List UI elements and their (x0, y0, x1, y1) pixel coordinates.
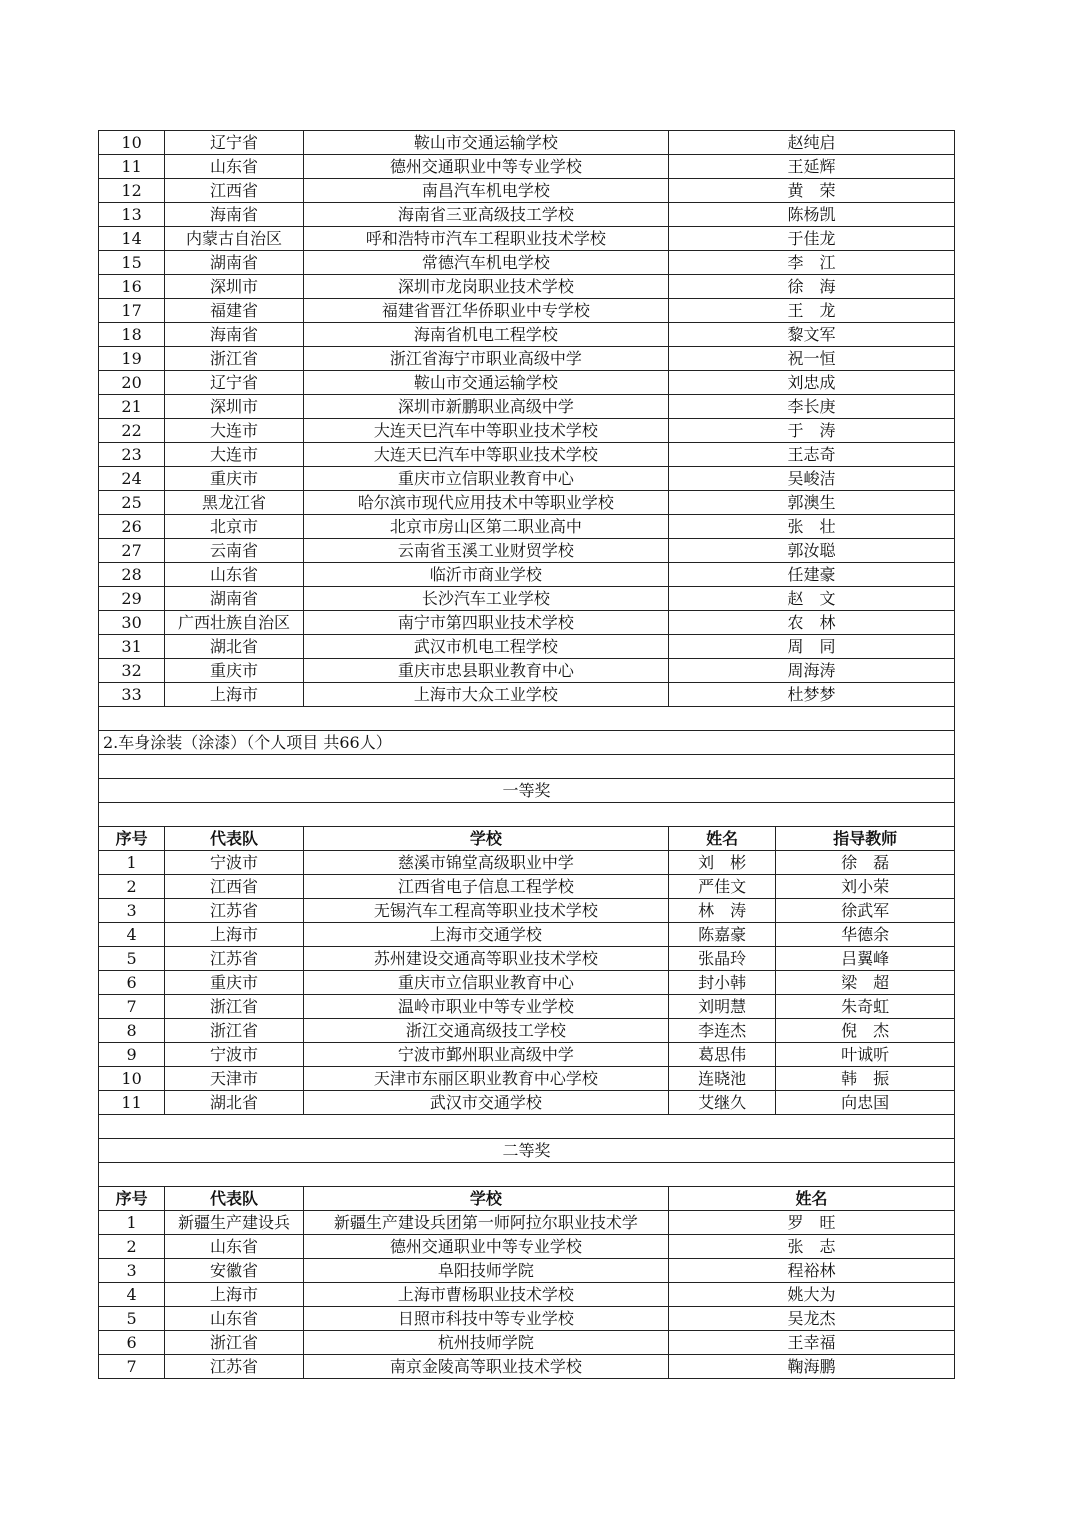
school-cell: 重庆市立信职业教育中心 (303, 467, 668, 491)
team-cell: 湖北省 (165, 635, 303, 659)
rank-cell: 29 (99, 587, 165, 611)
team-cell: 山东省 (165, 563, 303, 587)
school-cell: 南京金陵高等职业技术学校 (303, 1355, 668, 1379)
table-row (99, 251, 955, 275)
student-cell: 于佳龙 (668, 227, 954, 251)
table-row (99, 227, 955, 251)
rank-cell: 4 (99, 1283, 165, 1307)
table-row (99, 899, 955, 923)
team-cell: 辽宁省 (165, 371, 303, 395)
team-cell: 广西壮族自治区 (165, 611, 303, 635)
student-cell: 严佳文 (668, 875, 775, 899)
table-row (99, 299, 955, 323)
team-cell: 江西省 (165, 179, 303, 203)
teacher-cell: 向忠国 (776, 1091, 955, 1115)
team-cell: 福建省 (165, 299, 303, 323)
table-row (99, 1283, 955, 1307)
header-student-cell: 姓名 (668, 827, 775, 851)
rank-cell: 2 (99, 875, 165, 899)
rank-cell: 14 (99, 227, 165, 251)
rank-cell: 17 (99, 299, 165, 323)
school-cell: 南宁市第四职业技术学校 (303, 611, 668, 635)
school-cell: 无锡汽车工程高等职业技术学校 (303, 899, 668, 923)
school-cell: 云南省玉溪工业财贸学校 (303, 539, 668, 563)
teacher-cell: 刘小荣 (776, 875, 955, 899)
table-row (99, 419, 955, 443)
table-row (99, 155, 955, 179)
school-cell: 武汉市机电工程学校 (303, 635, 668, 659)
header-teacher-cell: 指导教师 (776, 827, 955, 851)
team-cell: 湖南省 (165, 251, 303, 275)
student-cell: 赵纯启 (668, 131, 954, 155)
school-cell: 慈溪市锦堂高级职业中学 (303, 851, 668, 875)
school-cell: 阜阳技师学院 (303, 1259, 668, 1283)
student-cell: 于 涛 (668, 419, 954, 443)
school-cell: 福建省晋江华侨职业中专学校 (303, 299, 668, 323)
student-cell: 姚大为 (668, 1283, 954, 1307)
student-cell: 刘忠成 (668, 371, 954, 395)
rank-cell: 11 (99, 155, 165, 179)
school-cell: 南昌汽车机电学校 (303, 179, 668, 203)
header-student-cell: 姓名 (668, 1187, 954, 1211)
school-cell: 北京市房山区第二职业高中 (303, 515, 668, 539)
school-cell: 温岭市职业中等专业学校 (303, 995, 668, 1019)
school-cell: 上海市交通学校 (303, 923, 668, 947)
student-cell: 吴龙杰 (668, 1307, 954, 1331)
school-cell: 天津市东丽区职业教育中心学校 (303, 1067, 668, 1091)
team-cell: 山东省 (165, 1307, 303, 1331)
table-row (99, 323, 955, 347)
blank-row (99, 803, 955, 827)
blank-row (99, 707, 955, 731)
first-prize-label: 一等奖 (99, 779, 955, 803)
student-cell: 张 壮 (668, 515, 954, 539)
student-cell: 任建豪 (668, 563, 954, 587)
student-cell: 艾继久 (668, 1091, 775, 1115)
blank-row (99, 1163, 955, 1187)
header-school-cell: 学校 (303, 1187, 668, 1211)
rank-cell: 4 (99, 923, 165, 947)
results-table-body (99, 131, 955, 1379)
student-cell: 杜梦梦 (668, 683, 954, 707)
rank-cell: 3 (99, 899, 165, 923)
header-row (99, 827, 955, 851)
school-cell: 深圳市新鹏职业高级中学 (303, 395, 668, 419)
blank-cell (99, 707, 955, 731)
rank-cell: 26 (99, 515, 165, 539)
student-cell: 吴峻洁 (668, 467, 954, 491)
table-row (99, 1307, 955, 1331)
school-cell: 呼和浩特市汽车工程职业技术学校 (303, 227, 668, 251)
table-row (99, 995, 955, 1019)
rank-cell: 25 (99, 491, 165, 515)
rank-cell: 33 (99, 683, 165, 707)
table-row (99, 683, 955, 707)
team-cell: 浙江省 (165, 347, 303, 371)
team-cell: 宁波市 (165, 851, 303, 875)
team-cell: 浙江省 (165, 1019, 303, 1043)
team-cell: 大连市 (165, 443, 303, 467)
table-row (99, 947, 955, 971)
table-row (99, 1331, 955, 1355)
teacher-cell: 梁 超 (776, 971, 955, 995)
student-cell: 程裕林 (668, 1259, 954, 1283)
school-cell: 新疆生产建设兵团第一师阿拉尔职业技术学 (303, 1211, 668, 1235)
school-cell: 德州交通职业中等专业学校 (303, 155, 668, 179)
rank-cell: 28 (99, 563, 165, 587)
student-cell: 鞠海鹏 (668, 1355, 954, 1379)
rank-cell: 18 (99, 323, 165, 347)
student-cell: 刘明慧 (668, 995, 775, 1019)
team-cell: 上海市 (165, 1283, 303, 1307)
table-row (99, 1211, 955, 1235)
blank-cell (99, 1163, 955, 1187)
team-cell: 深圳市 (165, 395, 303, 419)
table-row (99, 635, 955, 659)
rank-cell: 7 (99, 995, 165, 1019)
section-title: 2.车身涂装（涂漆）（个人项目 共66人） (99, 731, 955, 755)
team-cell: 黑龙江省 (165, 491, 303, 515)
table-row (99, 971, 955, 995)
blank-cell (99, 803, 955, 827)
student-cell: 王幸福 (668, 1331, 954, 1355)
table-row (99, 1259, 955, 1283)
student-cell: 周 同 (668, 635, 954, 659)
school-cell: 上海市曹杨职业技术学校 (303, 1283, 668, 1307)
team-cell: 安徽省 (165, 1259, 303, 1283)
rank-cell: 2 (99, 1235, 165, 1259)
header-school-cell: 学校 (303, 827, 668, 851)
school-cell: 重庆市立信职业教育中心 (303, 971, 668, 995)
team-cell: 内蒙古自治区 (165, 227, 303, 251)
team-cell: 云南省 (165, 539, 303, 563)
teacher-cell: 朱奇虹 (776, 995, 955, 1019)
second-prize-label: 二等奖 (99, 1139, 955, 1163)
rank-cell: 32 (99, 659, 165, 683)
team-cell: 海南省 (165, 323, 303, 347)
header-rank-cell: 序号 (99, 827, 165, 851)
student-cell: 刘 彬 (668, 851, 775, 875)
student-cell: 赵 文 (668, 587, 954, 611)
table-row (99, 347, 955, 371)
table-row (99, 515, 955, 539)
team-cell: 山东省 (165, 155, 303, 179)
blank-row (99, 755, 955, 779)
student-cell: 王 龙 (668, 299, 954, 323)
rank-cell: 1 (99, 1211, 165, 1235)
table-row (99, 587, 955, 611)
blank-row (99, 1115, 955, 1139)
rank-cell: 23 (99, 443, 165, 467)
table-row (99, 491, 955, 515)
rank-cell: 24 (99, 467, 165, 491)
header-rank-cell: 序号 (99, 1187, 165, 1211)
rank-cell: 10 (99, 1067, 165, 1091)
table-row (99, 131, 955, 155)
school-cell: 杭州技师学院 (303, 1331, 668, 1355)
student-cell: 罗 旺 (668, 1211, 954, 1235)
student-cell: 封小韩 (668, 971, 775, 995)
team-cell: 江西省 (165, 875, 303, 899)
header-row (99, 1187, 955, 1211)
school-cell: 海南省机电工程学校 (303, 323, 668, 347)
table-row (99, 1355, 955, 1379)
table-row (99, 1019, 955, 1043)
section-title-row (99, 731, 955, 755)
student-cell: 李长庚 (668, 395, 954, 419)
student-cell: 王志奇 (668, 443, 954, 467)
table-row (99, 443, 955, 467)
student-cell: 陈嘉豪 (668, 923, 775, 947)
header-team-cell: 代表队 (165, 827, 303, 851)
team-cell: 重庆市 (165, 467, 303, 491)
student-cell: 郭汝聪 (668, 539, 954, 563)
team-cell: 江苏省 (165, 947, 303, 971)
student-cell: 周海涛 (668, 659, 954, 683)
school-cell: 临沂市商业学校 (303, 563, 668, 587)
rank-cell: 11 (99, 1091, 165, 1115)
rank-cell: 12 (99, 179, 165, 203)
school-cell: 浙江省海宁市职业高级中学 (303, 347, 668, 371)
student-cell: 连晓池 (668, 1067, 775, 1091)
teacher-cell: 叶诚听 (776, 1043, 955, 1067)
rank-cell: 3 (99, 1259, 165, 1283)
team-cell: 宁波市 (165, 1043, 303, 1067)
student-cell: 陈杨凯 (668, 203, 954, 227)
team-cell: 深圳市 (165, 275, 303, 299)
rank-cell: 16 (99, 275, 165, 299)
school-cell: 武汉市交通学校 (303, 1091, 668, 1115)
rank-cell: 5 (99, 947, 165, 971)
rank-cell: 27 (99, 539, 165, 563)
teacher-cell: 徐武军 (776, 899, 955, 923)
teacher-cell: 华德余 (776, 923, 955, 947)
table-row (99, 371, 955, 395)
student-cell: 祝一恒 (668, 347, 954, 371)
results-sheet (98, 130, 955, 1379)
team-cell: 上海市 (165, 923, 303, 947)
table-row (99, 275, 955, 299)
rank-cell: 20 (99, 371, 165, 395)
rank-cell: 5 (99, 1307, 165, 1331)
table-row (99, 1067, 955, 1091)
team-cell: 上海市 (165, 683, 303, 707)
blank-cell (99, 1115, 955, 1139)
results-table (98, 130, 955, 1379)
teacher-cell: 徐 磊 (776, 851, 955, 875)
rank-cell: 31 (99, 635, 165, 659)
student-cell: 张晶玲 (668, 947, 775, 971)
school-cell: 常德汽车机电学校 (303, 251, 668, 275)
blank-cell (99, 755, 955, 779)
team-cell: 重庆市 (165, 659, 303, 683)
team-cell: 江苏省 (165, 1355, 303, 1379)
school-cell: 重庆市忠县职业教育中心 (303, 659, 668, 683)
student-cell: 徐 海 (668, 275, 954, 299)
team-cell: 浙江省 (165, 995, 303, 1019)
rank-cell: 15 (99, 251, 165, 275)
rank-cell: 8 (99, 1019, 165, 1043)
school-cell: 江西省电子信息工程学校 (303, 875, 668, 899)
rank-cell: 9 (99, 1043, 165, 1067)
team-cell: 山东省 (165, 1235, 303, 1259)
team-cell: 大连市 (165, 419, 303, 443)
team-cell: 浙江省 (165, 1331, 303, 1355)
student-cell: 葛思伟 (668, 1043, 775, 1067)
rank-cell: 6 (99, 971, 165, 995)
school-cell: 深圳市龙岗职业技术学校 (303, 275, 668, 299)
school-cell: 海南省三亚高级技工学校 (303, 203, 668, 227)
header-team-cell: 代表队 (165, 1187, 303, 1211)
school-cell: 宁波市鄞州职业高级中学 (303, 1043, 668, 1067)
rank-cell: 21 (99, 395, 165, 419)
school-cell: 德州交通职业中等专业学校 (303, 1235, 668, 1259)
school-cell: 日照市科技中等专业学校 (303, 1307, 668, 1331)
table-row (99, 659, 955, 683)
table-row (99, 923, 955, 947)
rank-cell: 13 (99, 203, 165, 227)
rank-cell: 10 (99, 131, 165, 155)
table-row (99, 395, 955, 419)
team-cell: 湖南省 (165, 587, 303, 611)
rank-cell: 1 (99, 851, 165, 875)
school-cell: 浙江交通高级技工学校 (303, 1019, 668, 1043)
student-cell: 农 林 (668, 611, 954, 635)
school-cell: 长沙汽车工业学校 (303, 587, 668, 611)
prize-level-row (99, 779, 955, 803)
teacher-cell: 吕翼峰 (776, 947, 955, 971)
rank-cell: 22 (99, 419, 165, 443)
table-row (99, 1091, 955, 1115)
school-cell: 上海市大众工业学校 (303, 683, 668, 707)
table-row (99, 875, 955, 899)
student-cell: 黄 荣 (668, 179, 954, 203)
table-row (99, 179, 955, 203)
team-cell: 重庆市 (165, 971, 303, 995)
table-row (99, 611, 955, 635)
table-row (99, 1235, 955, 1259)
prize-level-row (99, 1139, 955, 1163)
student-cell: 黎文军 (668, 323, 954, 347)
rank-cell: 7 (99, 1355, 165, 1379)
school-cell: 大连天巳汽车中等职业技术学校 (303, 419, 668, 443)
student-cell: 王延辉 (668, 155, 954, 179)
rank-cell: 6 (99, 1331, 165, 1355)
rank-cell: 19 (99, 347, 165, 371)
table-row (99, 539, 955, 563)
school-cell: 哈尔滨市现代应用技术中等职业学校 (303, 491, 668, 515)
team-cell: 辽宁省 (165, 131, 303, 155)
rank-cell: 30 (99, 611, 165, 635)
school-cell: 鞍山市交通运输学校 (303, 371, 668, 395)
team-cell: 江苏省 (165, 899, 303, 923)
student-cell: 林 涛 (668, 899, 775, 923)
school-cell: 大连天巳汽车中等职业技术学校 (303, 443, 668, 467)
school-cell: 鞍山市交通运输学校 (303, 131, 668, 155)
table-row (99, 1043, 955, 1067)
team-cell: 北京市 (165, 515, 303, 539)
team-cell: 海南省 (165, 203, 303, 227)
student-cell: 李 江 (668, 251, 954, 275)
student-cell: 郭澳生 (668, 491, 954, 515)
table-row (99, 467, 955, 491)
student-cell: 张 志 (668, 1235, 954, 1259)
student-cell: 李连杰 (668, 1019, 775, 1043)
team-cell: 新疆生产建设兵 (165, 1211, 303, 1235)
teacher-cell: 韩 振 (776, 1067, 955, 1091)
table-row (99, 563, 955, 587)
school-cell: 苏州建设交通高等职业技术学校 (303, 947, 668, 971)
team-cell: 天津市 (165, 1067, 303, 1091)
teacher-cell: 倪 杰 (776, 1019, 955, 1043)
team-cell: 湖北省 (165, 1091, 303, 1115)
table-row (99, 203, 955, 227)
table-row (99, 851, 955, 875)
